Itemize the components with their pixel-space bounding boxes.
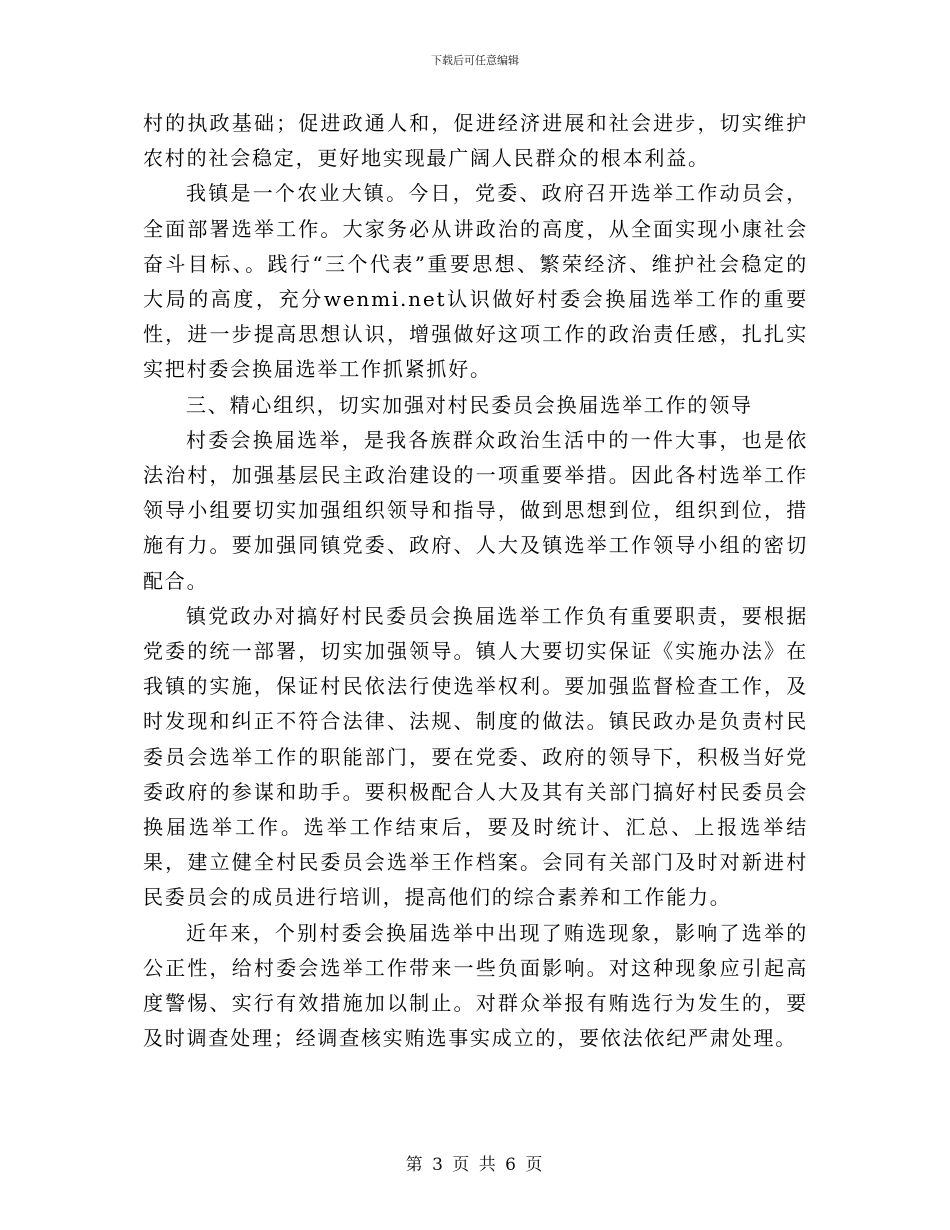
page-header: 下载后可任意编辑 [431,54,519,67]
paragraph: 我镇是一个农业大镇。今日，党委、政府召开选举工作动员会，全面部署选举工作。大家务必从讲政治的高度，从全面实现小康社会奋斗目标、。践行“三个代表”重要思想、繁荣经济、维护社会稳定的大局的高度，充分wenmi.net认识做好村委会换届选举工作的重要性，进一步提高思想认识，增强做好这项工作的政治责任感，扎扎实实把村委会换届选举工作抓紧抓好。 [143,181,808,382]
page-number: 第 3 页 共 6 页 [405,1155,545,1175]
document-body [143,106,808,1056]
section-heading: 三、精心组织，切实加强对村民委员会换届选举工作的领导 [186,392,753,417]
paragraph: 村委会换届选举，是我各族群众政治生活中的一件大事，也是依法治村，加强基层民主政治建设的一项重要举措。因此各村选举工作领导小组要切实加强组织领导和指导，做到思想到位，组织到位，措施有力。要加强同镇党委、政府、人大及镇选举工作领导小组的密切配合。 [143,427,808,593]
paragraph: 镇党政办对搞好村民委员会换届选举工作负有重要职责，要根据党委的统一部署，切实加强领导。镇人大要切实保证《实施办法》在我镇的实施，保证村民依法行使选举权利。要加强监督检查工作，及时发现和纠正不符合法律、法规、制度的做法。镇民政办是负责村民委员会选举工作的职能部门，要在党委、政府的领导下，积极当好党委政府的参谋和助手。要积极配合人大及其有关部门搞好村民委员会换届选举工作。选举工作结束后，要及时统计、汇总、上报选举结果，建立健全村民委员会选举王作档案。会同有关部门及时对新进村民委员会的成员进行培训，提高他们的综合素养和工作能力。 [143,603,808,910]
paragraph: 村的执政基础；促进政通人和，促进经济进展和社会进步，切实维护农村的社会稳定，更好地实现最广阔人民群众的根本利益。 [143,111,808,171]
paragraph: 近年来，个别村委会换届选举中出现了贿选现象，影响了选举的公正性，给村委会选举工作带来一些负面影响。对这种现象应引起高度警惕、实行有效措施加以制止。对群众举报有贿选行为发生的，要及时调查处理；经调查核实贿选事实成立的，要依法依纪严肃处理。 [143,920,808,1051]
